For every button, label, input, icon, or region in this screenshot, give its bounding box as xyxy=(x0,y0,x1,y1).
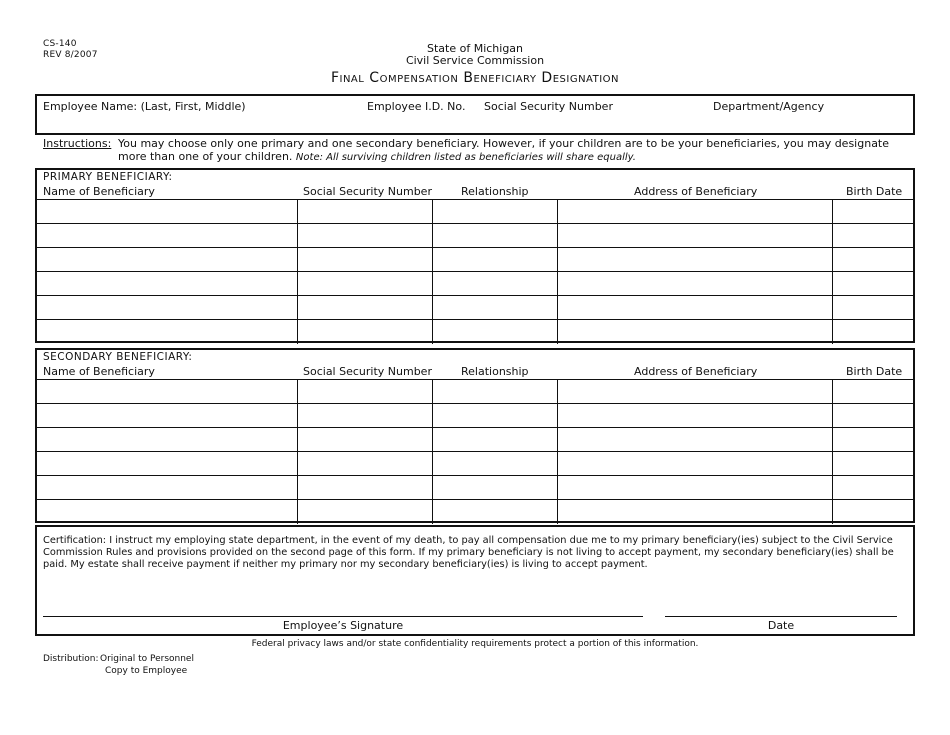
instructions-note: Note: All surviving children listed as beneficiaries will share equally. xyxy=(295,152,636,163)
name-cell[interactable] xyxy=(37,428,297,452)
address-cell[interactable] xyxy=(557,320,832,344)
birth-date-cell[interactable] xyxy=(832,500,913,524)
address-cell[interactable] xyxy=(557,380,832,404)
table-row xyxy=(37,248,913,272)
form-title: Final Compensation Beneficiary Designation xyxy=(330,70,620,86)
commission-name: Civil Service Commission xyxy=(405,54,545,67)
relationship-cell[interactable] xyxy=(432,428,557,452)
birth-date-cell[interactable] xyxy=(832,476,913,500)
col-name: Name of Beneficiary xyxy=(43,365,155,378)
signature-line[interactable] xyxy=(43,616,643,617)
secondary-beneficiary-box xyxy=(35,348,915,523)
col-relationship: Relationship xyxy=(461,185,529,198)
relationship-cell[interactable] xyxy=(432,272,557,296)
department-field[interactable]: Department/Agency xyxy=(713,100,825,113)
name-cell[interactable] xyxy=(37,380,297,404)
ssn-cell[interactable] xyxy=(297,224,432,248)
table-row xyxy=(37,500,913,524)
name-cell[interactable] xyxy=(37,404,297,428)
ssn-cell[interactable] xyxy=(297,380,432,404)
distribution-label: Distribution: xyxy=(43,654,99,664)
table-row xyxy=(37,272,913,296)
name-cell[interactable] xyxy=(37,320,297,344)
form-id xyxy=(43,39,98,61)
address-cell[interactable] xyxy=(557,476,832,500)
form-code: CS-140 xyxy=(43,39,77,49)
relationship-cell[interactable] xyxy=(432,296,557,320)
employee-ssn-field[interactable]: Social Security Number xyxy=(484,100,613,113)
relationship-cell[interactable] xyxy=(432,500,557,524)
birth-date-cell[interactable] xyxy=(832,380,913,404)
col-address: Address of Beneficiary xyxy=(634,185,758,198)
distribution-original: Original to Personnel xyxy=(100,654,194,664)
relationship-cell[interactable] xyxy=(432,476,557,500)
ssn-cell[interactable] xyxy=(297,320,432,344)
address-cell[interactable] xyxy=(557,452,832,476)
certification-box xyxy=(35,525,915,636)
address-cell[interactable] xyxy=(557,248,832,272)
birth-date-cell[interactable] xyxy=(832,224,913,248)
table-row xyxy=(37,200,913,224)
col-birth-date: Birth Date xyxy=(846,185,903,198)
form-revision: REV 8/2007 xyxy=(43,50,98,60)
relationship-cell[interactable] xyxy=(432,452,557,476)
ssn-cell[interactable] xyxy=(297,500,432,524)
ssn-cell[interactable] xyxy=(297,476,432,500)
date-line[interactable] xyxy=(665,616,897,617)
birth-date-cell[interactable] xyxy=(832,272,913,296)
table-row xyxy=(37,452,913,476)
relationship-cell[interactable] xyxy=(432,248,557,272)
col-name: Name of Beneficiary xyxy=(43,185,155,198)
relationship-cell[interactable] xyxy=(432,224,557,248)
birth-date-cell[interactable] xyxy=(832,200,913,224)
name-cell[interactable] xyxy=(37,452,297,476)
address-cell[interactable] xyxy=(557,272,832,296)
instructions-label: Instructions: xyxy=(43,137,112,150)
instructions xyxy=(43,137,913,164)
ssn-cell[interactable] xyxy=(297,452,432,476)
name-cell[interactable] xyxy=(37,224,297,248)
secondary-title: SECONDARY BENEFICIARY: xyxy=(43,351,193,363)
signature-label: Employee’s Signature xyxy=(282,619,404,632)
employee-info-box xyxy=(35,94,915,135)
relationship-cell[interactable] xyxy=(432,380,557,404)
relationship-cell[interactable] xyxy=(432,404,557,428)
table-row xyxy=(37,380,913,404)
relationship-cell[interactable] xyxy=(432,200,557,224)
name-cell[interactable] xyxy=(37,296,297,320)
ssn-cell[interactable] xyxy=(297,272,432,296)
certification-text: Certification: I instruct my employing state department, in the event of my death, to pay all compensation due me to my primary beneficiary(ies) subject to the Civil Service Commission Rules and provisions provided on the second page of this form. If my primary beneficiary is not living to accept payment, my secondary beneficiary(ies) shall be paid. My estate shall receive payment if neither my primary nor my secondary beneficiary(ies) is living to accept payment. xyxy=(43,535,894,570)
form-header xyxy=(250,43,700,87)
ssn-cell[interactable] xyxy=(297,404,432,428)
address-cell[interactable] xyxy=(557,224,832,248)
col-ssn: Social Security Number xyxy=(303,365,432,378)
employee-id-field[interactable]: Employee I.D. No. xyxy=(367,100,466,113)
table-row xyxy=(37,224,913,248)
address-cell[interactable] xyxy=(557,500,832,524)
instructions-text: You may choose only one primary and one secondary beneficiary. However, if your children are to be your beneficiaries, you may designate more than one of your children. xyxy=(118,137,890,163)
col-relationship: Relationship xyxy=(461,365,529,378)
birth-date-cell[interactable] xyxy=(832,452,913,476)
birth-date-cell[interactable] xyxy=(832,428,913,452)
table-row xyxy=(37,476,913,500)
state-name: State of Michigan xyxy=(426,42,524,55)
name-cell[interactable] xyxy=(37,200,297,224)
primary-table xyxy=(37,199,913,344)
col-birth-date: Birth Date xyxy=(846,365,903,378)
address-cell[interactable] xyxy=(557,296,832,320)
ssn-cell[interactable] xyxy=(297,248,432,272)
primary-beneficiary-box xyxy=(35,168,915,343)
birth-date-cell[interactable] xyxy=(832,296,913,320)
address-cell[interactable] xyxy=(557,200,832,224)
name-cell[interactable] xyxy=(37,272,297,296)
col-address: Address of Beneficiary xyxy=(634,365,758,378)
primary-title: PRIMARY BENEFICIARY: xyxy=(43,171,173,183)
name-cell[interactable] xyxy=(37,476,297,500)
name-cell[interactable] xyxy=(37,500,297,524)
birth-date-cell[interactable] xyxy=(832,404,913,428)
table-row xyxy=(37,428,913,452)
privacy-notice: Federal privacy laws and/or state confidentiality requirements protect a portion of this information. xyxy=(251,639,699,649)
relationship-cell[interactable] xyxy=(432,320,557,344)
address-cell[interactable] xyxy=(557,404,832,428)
secondary-table xyxy=(37,379,913,524)
table-row xyxy=(37,404,913,428)
distribution xyxy=(43,653,194,677)
ssn-cell[interactable] xyxy=(297,428,432,452)
col-ssn: Social Security Number xyxy=(303,185,432,198)
distribution-copy: Copy to Employee xyxy=(105,666,188,676)
ssn-cell[interactable] xyxy=(297,200,432,224)
table-row xyxy=(37,296,913,320)
birth-date-cell[interactable] xyxy=(832,320,913,344)
name-cell[interactable] xyxy=(37,248,297,272)
table-row xyxy=(37,320,913,344)
employee-name-field[interactable]: Employee Name: (Last, First, Middle) xyxy=(43,100,246,113)
address-cell[interactable] xyxy=(557,428,832,452)
ssn-cell[interactable] xyxy=(297,296,432,320)
birth-date-cell[interactable] xyxy=(832,248,913,272)
date-label: Date xyxy=(767,619,795,632)
